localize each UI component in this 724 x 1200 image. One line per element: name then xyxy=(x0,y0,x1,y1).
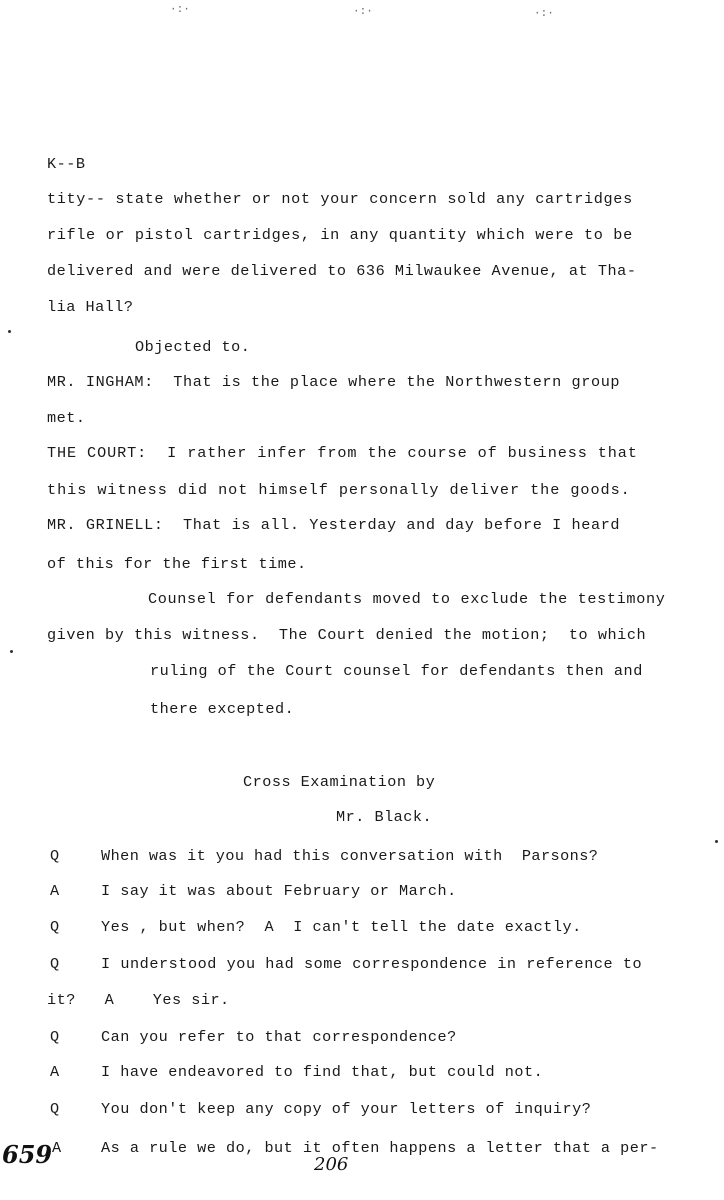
body-line-3: delivered and were delivered to 636 Milwaukee Avenue, at Tha- xyxy=(47,262,637,280)
qa-marker: Q xyxy=(50,918,60,936)
body-line-4: lia Hall? xyxy=(47,298,134,316)
handwritten-page-number: 659 xyxy=(2,1140,53,1169)
qa-text: You don't keep any copy of your letters of inquiry? xyxy=(101,1100,592,1118)
qa-text: I have endeavored to find that, but could not. xyxy=(101,1063,544,1081)
body-line-11: of this for the first time. xyxy=(47,555,307,573)
qa-marker: A xyxy=(52,1139,62,1157)
section-heading: Cross Examination by xyxy=(243,773,436,791)
body-line-9: this witness did not himself personally deliver the goods. xyxy=(47,481,631,499)
qa-text: it? A Yes sir. xyxy=(47,991,230,1009)
body-line-15: there excepted. xyxy=(150,700,295,718)
qa-marker: Q xyxy=(50,1100,60,1118)
punch-mark-right: ·:· xyxy=(534,8,554,20)
page-header: K--B xyxy=(47,155,86,173)
qa-text: As a rule we do, but it often happens a letter that a per- xyxy=(101,1139,659,1157)
body-line-5: Objected to. xyxy=(135,338,251,356)
edge-speck xyxy=(10,650,13,653)
qa-text: I understood you had some correspondence in reference to xyxy=(101,955,643,973)
body-line-10: MR. GRINELL: That is all. Yesterday and day before I heard xyxy=(47,516,621,534)
body-line-8: THE COURT: I rather infer from the course of business that xyxy=(47,444,638,462)
qa-marker: Q xyxy=(50,955,60,973)
qa-text: When was it you had this conversation with Parsons? xyxy=(101,847,599,865)
body-line-12: Counsel for defendants moved to exclude the testimony xyxy=(148,590,666,608)
qa-text: Yes , but when? A I can't tell the date exactly. xyxy=(101,918,582,936)
punch-mark-center: ·:· xyxy=(353,6,373,18)
qa-text: Can you refer to that correspondence? xyxy=(101,1028,457,1046)
qa-marker: Q xyxy=(50,847,60,865)
body-line-7: met. xyxy=(47,409,86,427)
body-line-6: MR. INGHAM: That is the place where the Northwestern group xyxy=(47,373,621,391)
edge-speck xyxy=(8,330,11,333)
handwritten-folio-number: 206 xyxy=(314,1154,349,1175)
body-line-14: ruling of the Court counsel for defendants then and xyxy=(150,662,643,680)
body-line-13: given by this witness. The Court denied the motion; to which xyxy=(47,626,647,644)
edge-speck xyxy=(715,840,718,843)
body-line-1: tity-- state whether or not your concern sold any cartridges xyxy=(47,190,633,208)
punch-mark-left: ·:· xyxy=(170,4,190,16)
section-subheading: Mr. Black. xyxy=(336,808,433,826)
qa-marker: A xyxy=(50,882,60,900)
qa-text: I say it was about February or March. xyxy=(101,882,457,900)
qa-marker: Q xyxy=(50,1028,60,1046)
body-line-2: rifle or pistol cartridges, in any quantity which were to be xyxy=(47,226,633,244)
qa-marker: A xyxy=(50,1063,60,1081)
